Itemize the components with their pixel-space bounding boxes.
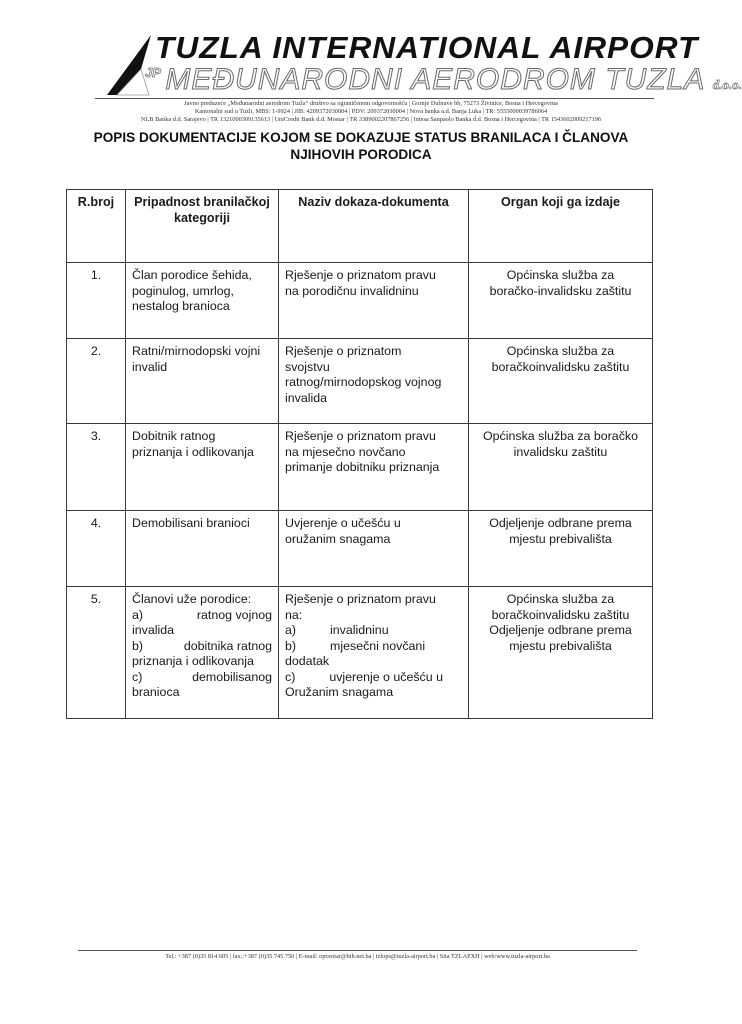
row-issuer: Općinska služba za boračkoinvalidsku zaštitu (469, 339, 653, 424)
header-document: Naziv dokaza-dokumenta (279, 190, 469, 263)
row-number: 5. (67, 587, 126, 719)
list-item: a) ratnog vojnog (132, 607, 272, 622)
row-document: Rješenje o priznatom pravu na: a) invalidninu b) mjesečni novčani dodatak c) uvjerenje o učešću u Oružanim snagama (279, 587, 469, 719)
airport-name-bosnian: MEĐUNARODNI AERODROM TUZLA (165, 63, 706, 96)
row-category: Demobilisani branioci (126, 511, 279, 587)
footer-divider (78, 950, 637, 951)
row-number: 4. (67, 511, 126, 587)
header-issuer: Organ koji ga izdaje (469, 190, 653, 263)
document-title (60, 129, 662, 163)
table-row (67, 424, 653, 511)
row-issuer: Općinska služba za boračkoinvalidsku zaštitu Odjeljenje odbrane prema mjestu prebivališta (469, 587, 653, 719)
row-number: 2. (67, 339, 126, 424)
row-document: Uvjerenje o učešću u oružanim snagama (279, 511, 469, 587)
list-item: c) demobilisanog (132, 669, 272, 684)
footer-contact-info: Tel.: +387 (0)35 814 605 | fax.:+387 (0)35 745 750 | E-mail: opcentar@bih.net.ba | tzlops@tuzla-airport.ba | Sita TZLAPXH | web:www.tuzla-airport.ba (165, 953, 550, 960)
info-line: Kantonalni sud u Tuzli, MBS: 1-9924 | JIB: 4209372030004 | PDV: 209372030004 | Nova banka a.d. Banja Luka | TR: 5555000039786064 (194, 108, 548, 115)
documentation-table (66, 189, 653, 719)
list-item: b) dobitnika ratnog (132, 638, 272, 653)
info-line: NLB Banka d.d. Sarajevo | TR 1321000309135613 | UniCredit Bank d.d. Mostar | TR 3389002207867256 | Intesa Sanpaolo Banka d.d. Bosna i Hercegovina | TR 1543602009217196 (140, 116, 602, 123)
table-row (67, 263, 653, 339)
document-title-line: POPIS DOKUMENTACIJE KOJOM SE DOKAZUJE STATUS BRANILACA I ČLANOVA (93, 130, 629, 145)
list-item: b) mjesečni novčani (285, 638, 426, 653)
table-row (67, 339, 653, 424)
row-document: Rješenje o priznatom pravu na porodičnu invalidninu (279, 263, 469, 339)
row-number: 1. (67, 263, 126, 339)
list-item: c) uvjerenje o učešću u (285, 669, 443, 684)
company-prefix: JP (145, 65, 161, 80)
company-suffix: d.o.o. (712, 77, 742, 92)
row-issuer: Općinska služba za boračko invalidsku zaštitu (469, 424, 653, 511)
info-line: Javno preduzeće „Međunarodni aerodrom Tuzla“ društvo sa ograničenom odgovornošću | Gornje Dubrave bb, 75273 Živinice, Bosna i Hercegovina (184, 100, 558, 107)
row-number: 3. (67, 424, 126, 511)
row-category: Članovi uže porodice: a) ratnog vojnog invalida b) dobitnika ratnog priznanja i odlikovanja c) demobilisanog branioca (126, 587, 279, 719)
row-document: Rješenje o priznatom svojstvu ratnog/mirnodopskog vojnog invalida (279, 339, 469, 424)
row-category: Član porodice šehida, poginulog, umrlog, nestalog branioca (126, 263, 279, 339)
company-registration-info (80, 100, 662, 124)
table-header-row (67, 190, 653, 263)
list-item: a) invalidninu (285, 623, 389, 637)
header-category: Pripadnost branilačkoj kategoriji (126, 190, 279, 263)
header-number: R.broj (67, 190, 126, 263)
document-title-line: NJIHOVIH PORODICA (290, 147, 432, 162)
row-issuer: Odjeljenje odbrane prema mjestu prebivališta (469, 511, 653, 587)
row-document: Rješenje o priznatom pravu na mjesečno novčano primanje dobitniku priznanja (279, 424, 469, 511)
airport-name-local (145, 63, 742, 97)
table-row (67, 511, 653, 587)
row-issuer: Općinska služba za boračko-invalidsku zaštitu (469, 263, 653, 339)
row-category: Dobitnik ratnog priznanja i odlikovanja (126, 424, 279, 511)
header-divider (95, 98, 654, 99)
table-row (67, 587, 653, 719)
row-category: Ratni/mirnodopski vojni invalid (126, 339, 279, 424)
airport-name-english: TUZLA INTERNATIONAL AIRPORT (155, 30, 699, 65)
